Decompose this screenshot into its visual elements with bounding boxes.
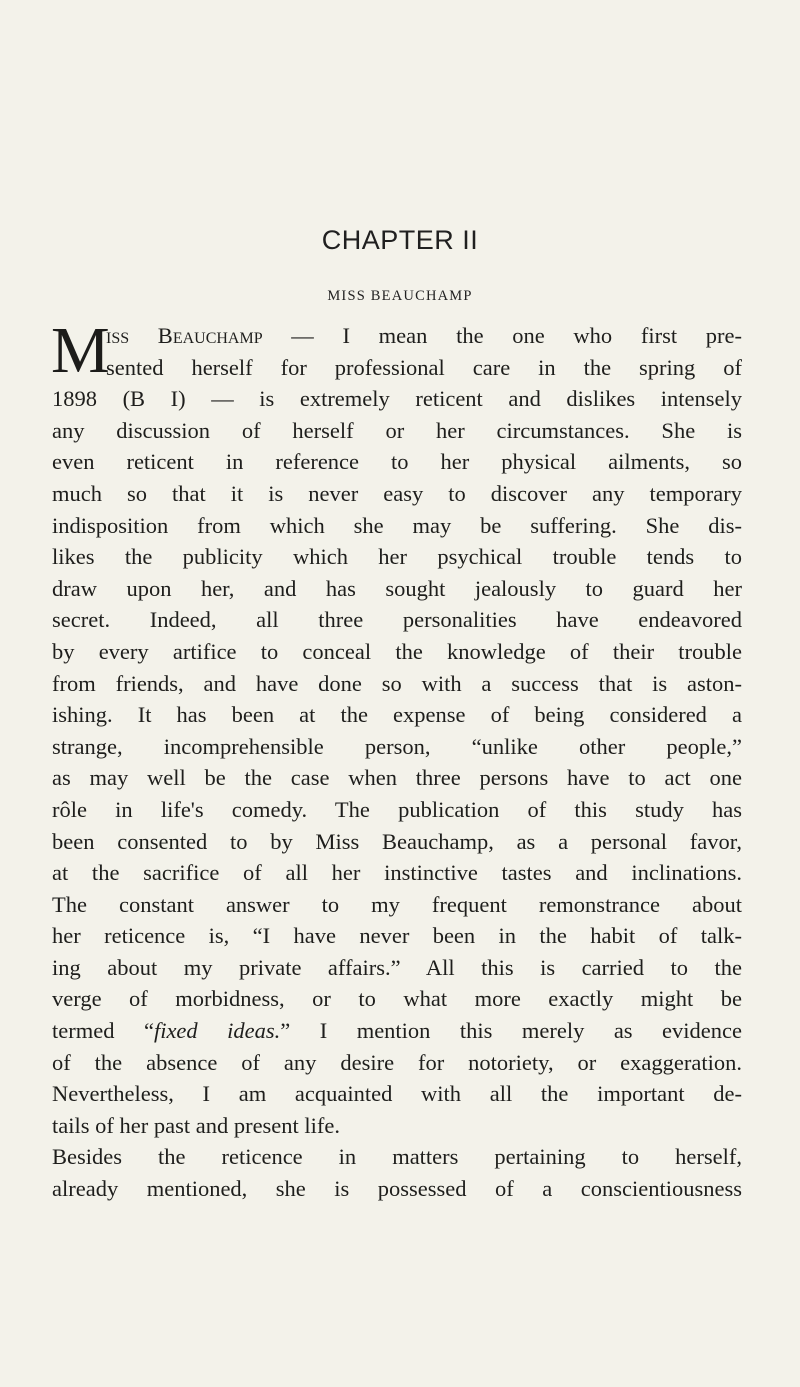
text-line: by every artifice to conceal the knowledge of their trouble bbox=[52, 638, 742, 664]
text-line: verge of morbidness, or to what more exactly might be bbox=[52, 986, 742, 1012]
text-line: as may well be the case when three persons have to act one bbox=[52, 765, 742, 791]
text-fragment: — I mean the one who first pre- bbox=[262, 323, 743, 348]
drop-cap: M bbox=[51, 314, 110, 387]
italic-phrase: fixed ideas. bbox=[153, 1018, 281, 1044]
text-line: Besides the reticence in matters pertaining to herself, bbox=[52, 1144, 742, 1170]
text-line: ishing. It has been at the expense of being considered a bbox=[52, 702, 742, 728]
text-line: even reticent in reference to her physical ailments, so bbox=[52, 449, 742, 475]
chapter-body bbox=[51, 314, 743, 1205]
text-line: Nevertheless, I am acquainted with all the important de- bbox=[52, 1081, 742, 1107]
text-fragment: ” I mention this merely as evidence bbox=[280, 1018, 742, 1044]
text-line: indisposition from which she may be suffering. She dis- bbox=[52, 512, 742, 538]
text-line: already mentioned, she is possessed of a conscientiousness bbox=[52, 1176, 742, 1202]
text-line: sented herself for professional care in the spring of bbox=[106, 354, 742, 380]
text-line: at the sacrifice of all her instinctive tastes and inclinations. bbox=[52, 860, 742, 886]
text-line: much so that it is never easy to discover any temporary bbox=[52, 480, 742, 506]
text-line: likes the publicity which her psychical trouble tends to bbox=[52, 544, 742, 570]
text-line: secret. Indeed, all three personalities have endeavored bbox=[52, 607, 742, 633]
chapter-heading: CHAPTER II bbox=[321, 225, 479, 255]
text-line: been consented to by Miss Beauchamp, as a personal favor, bbox=[52, 828, 742, 854]
small-caps-name: iss Beauchamp bbox=[106, 323, 263, 348]
text-line bbox=[52, 320, 742, 352]
text-line: ing about my private affairs.” All this is carried to the bbox=[52, 954, 742, 980]
chapter-subtitle: MISS BEAUCHAMP bbox=[327, 288, 473, 304]
text-fragment: termed “ bbox=[52, 1018, 154, 1044]
text-line: The constant answer to my frequent remonstrance about bbox=[52, 891, 742, 917]
text-line: 1898 (B I) — is extremely reticent and dislikes intensely bbox=[52, 386, 742, 412]
text-line: tails of her past and present life. bbox=[52, 1112, 341, 1138]
text-line: any discussion of herself or her circumstances. She is bbox=[52, 417, 742, 443]
text-line: strange, incomprehensible person, “unlike other people,” bbox=[52, 733, 742, 759]
text-line: her reticence is, “I have never been in the habit of talk- bbox=[52, 923, 742, 949]
text-line bbox=[52, 1015, 742, 1047]
text-line: from friends, and have done so with a success that is aston- bbox=[52, 670, 742, 696]
text-line: rôle in life's comedy. The publication of this study has bbox=[52, 796, 742, 822]
text-line: draw upon her, and has sought jealously to guard her bbox=[52, 575, 742, 601]
text-line: of the absence of any desire for notoriety, or exaggeration. bbox=[52, 1049, 742, 1075]
